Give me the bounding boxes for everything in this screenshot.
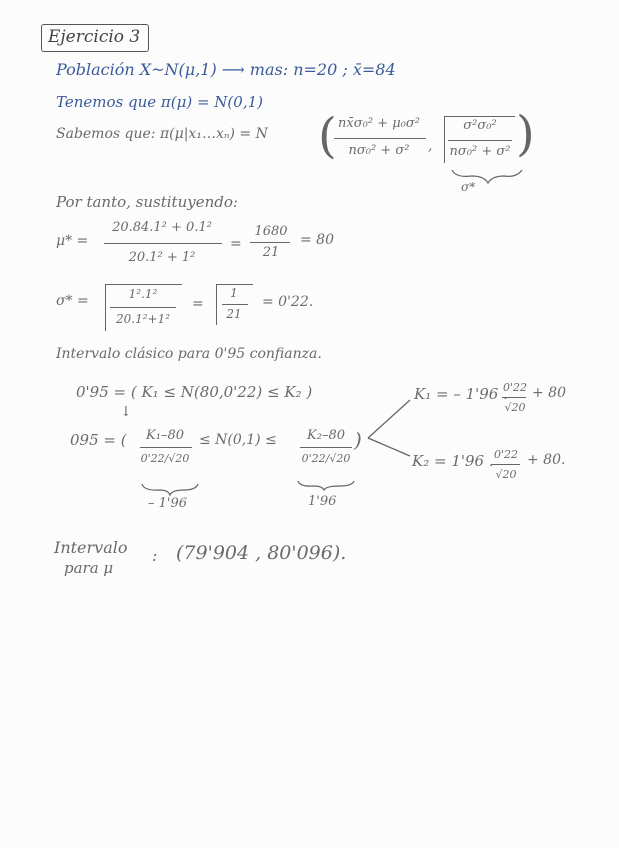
- sabemos-sd-den: nσ₀² + σ²: [449, 144, 511, 159]
- sigma-star-frac2-num: 1: [230, 286, 238, 300]
- sigma-star-lhs: σ* =: [56, 293, 89, 309]
- sigma-star-mid: =: [192, 296, 204, 312]
- k2-result-prefix: K₂ = 1'96 .: [412, 452, 494, 470]
- branch-line-up: [368, 400, 410, 438]
- intervalo-final-label1: Intervalo: [54, 538, 128, 557]
- brace-left-label: – 1'96: [148, 496, 188, 511]
- intervalo-clasico-line: Intervalo clásico para 0'95 confianza.: [56, 346, 322, 362]
- k1-result-den: √20: [504, 401, 526, 414]
- prob-line-1: 0'95 = ( K₁ ≤ N(80,0'22) ≤ K₂ ): [76, 383, 313, 401]
- mu-star-num: 20.84.1² + 0.1²: [112, 220, 212, 235]
- sigma-star-den: 20.1²+1²: [115, 312, 171, 326]
- sabemos-mean-num: nx̄σ₀² + μ₀σ²: [338, 116, 420, 131]
- brace-right-label: 1'96: [308, 494, 337, 509]
- mu-star-result: = 80: [300, 232, 334, 248]
- sigma-star-result: = 0'22.: [262, 294, 314, 310]
- mu-star-den: 20.1² + 1²: [128, 250, 196, 265]
- sabemos-open-paren: (: [318, 108, 337, 164]
- sabemos-comma: ,: [428, 138, 433, 154]
- prob-line-2-prefix: 095 = (: [70, 431, 127, 449]
- k2-std-den: 0'22/√20: [301, 452, 351, 465]
- sabemos-prefix: Sabemos que: π(μ|x₁…xₙ) = N: [56, 126, 268, 142]
- intervalo-final-colon: :: [152, 546, 158, 565]
- exercise-title: Ejercicio 3: [48, 27, 141, 47]
- branch-line-down: [368, 438, 410, 456]
- sigma-star-frac2-den: 21: [226, 307, 242, 321]
- k1-result-num: 0'22: [502, 381, 528, 394]
- intervalo-final-label2: para μ: [64, 559, 114, 577]
- k1-result-suffix: + 80: [532, 385, 566, 401]
- left-underbrace: [142, 484, 198, 495]
- prob-line-2-mid: ≤ N(0,1) ≤: [199, 432, 277, 448]
- sigma-star-num: 1².1²: [128, 287, 158, 301]
- down-arrow: ↓: [120, 404, 132, 420]
- right-underbrace: [298, 481, 354, 490]
- k2-std-num: K₂–80: [307, 428, 345, 443]
- k2-result-suffix: + 80.: [527, 452, 566, 468]
- sabemos-underbrace: [452, 170, 522, 183]
- mu-star-eq2: =: [230, 236, 242, 252]
- tenemos-line: Tenemos que π(μ) = N(0,1): [56, 93, 263, 111]
- prob-line-2-suffix: ): [354, 428, 362, 452]
- mu-star-frac2-num: 1680: [254, 224, 288, 239]
- sabemos-mean-den: nσ₀² + σ²: [348, 143, 410, 158]
- k1-std-num: K₁–80: [146, 428, 184, 443]
- k2-result-num: 0'22: [493, 448, 519, 461]
- intervalo-final-value: (79'904 , 80'096).: [176, 542, 347, 564]
- sabemos-brace-label: σ*: [461, 180, 476, 194]
- mu-star-frac2-den: 21: [262, 245, 280, 260]
- k1-result-prefix: K₁ = – 1'96 .: [414, 385, 508, 403]
- k1-std-den: 0'22/√20: [140, 452, 190, 465]
- sabemos-close-paren: ): [516, 106, 535, 162]
- k2-result-den: √20: [495, 468, 517, 481]
- mu-star-lhs: μ* =: [56, 233, 89, 249]
- poblacion-line: Población X~N(μ,1) ⟶ mas: n=20 ; x̄=84: [56, 60, 396, 79]
- sabemos-sd-num: σ²σ₀²: [463, 118, 497, 133]
- por-tanto-line: Por tanto, sustituyendo:: [56, 193, 238, 211]
